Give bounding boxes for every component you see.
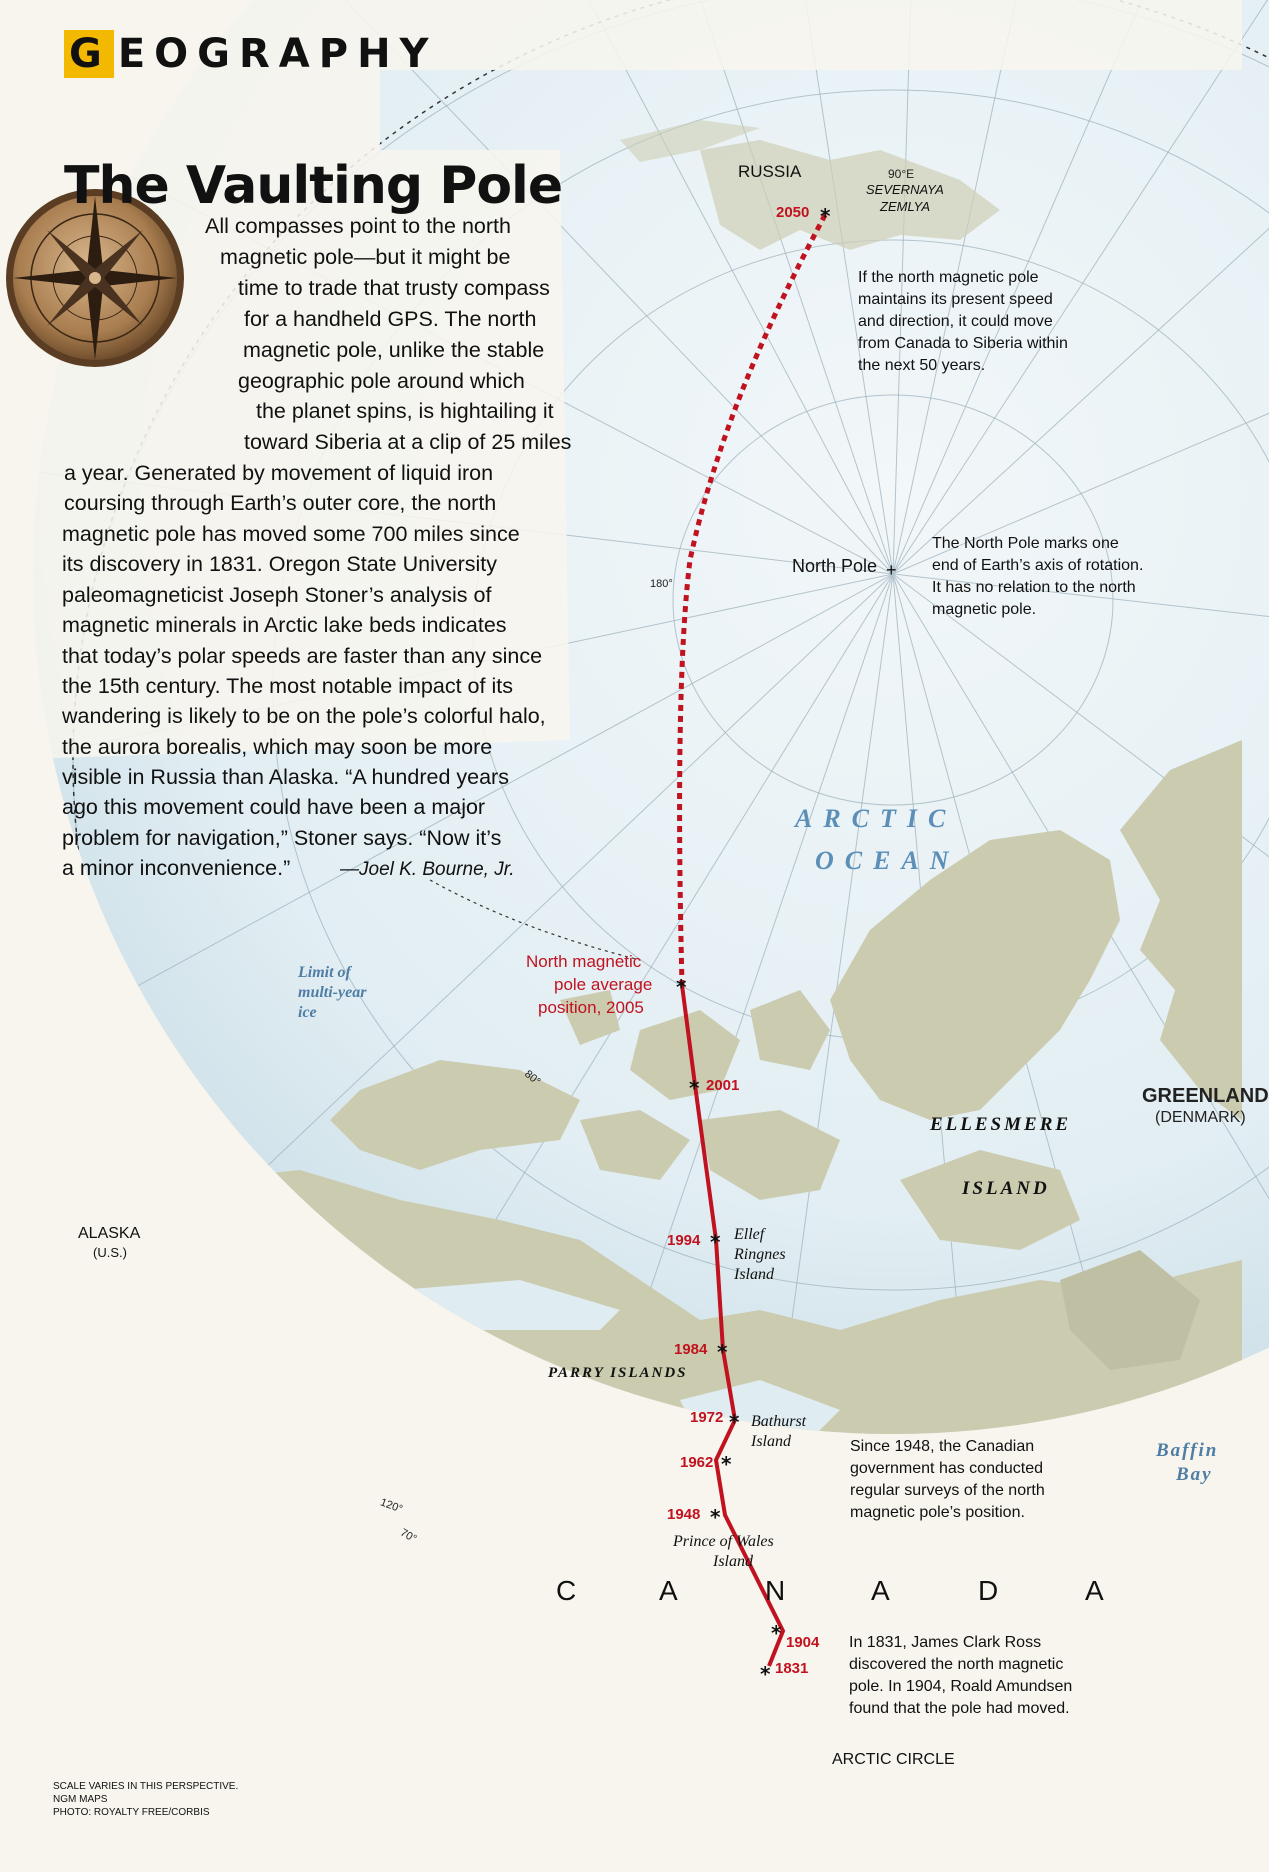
label-canada-a2: A [871,1575,890,1606]
label-north-pole: North Pole [792,556,878,576]
label-russia: RUSSIA [738,162,802,181]
pole-marker-1994: * [710,1230,721,1254]
article-line: for a handheld GPS. The north [244,307,537,331]
alaska-border-line [114,1080,125,1160]
alaska-land [0,940,120,1240]
note-siberia-2: maintains its present speed [858,291,1053,308]
article-line: magnetic pole has moved some 700 miles since [62,522,520,546]
article-line: a year. Generated by movement of liquid iron [64,461,494,485]
article-line: magnetic minerals in Arctic lake beds indicates [62,613,507,637]
avg-label-2: pole average [554,975,653,994]
label-parry-islands: PARRY ISLANDS [548,1365,688,1381]
pole-marker-1904: * [771,1621,782,1645]
label-canada-n: N [765,1575,786,1606]
note-siberia-1: If the north magnetic pole [858,269,1039,286]
pole-marker-1948: * [710,1505,721,1529]
section-initial: G [64,30,114,78]
note-north-pole-4: magnetic pole. [932,601,1037,618]
note-history-2: discovered the north magnetic [849,1656,1064,1673]
label-70-deg: 70° [398,1526,419,1546]
note-history-3: pole. In 1904, Roald Amundsen [849,1678,1073,1695]
pole-marker-2005: * [676,975,687,999]
credit-photo: PHOTO: ROYALTY FREE/CORBIS [53,1807,210,1818]
label-ice-3: ice [298,1004,317,1021]
article-line: magnetic pole—but it might be [220,245,511,269]
label-ice-1: Limit of [298,964,351,981]
article-line: problem for navigation,” Stoner says. “Now it’s [62,826,502,850]
pole-marker-1972: * [729,1410,740,1434]
label-ellef-3: Island [734,1266,774,1283]
label-bay: Bay [1176,1464,1213,1485]
article-line: a minor inconvenience.” [62,856,291,880]
article-line: visible in Russia than Alaska. “A hundred years [62,765,509,789]
note-siberia-4: from Canada to Siberia within [858,335,1068,352]
article-line: coursing through Earth’s outer core, the north [64,491,497,515]
label-arctic-circle: ARCTIC CIRCLE [832,1751,955,1768]
year-label-1972: 1972 [690,1409,724,1426]
year-label-2050: 2050 [776,204,810,221]
pole-marker-1962: * [721,1452,732,1476]
label-alaska-us: (U.S.) [93,1245,127,1260]
page-title: The Vaulting Pole [64,156,563,216]
label-canada-a1: A [659,1575,678,1606]
article-line: paleomagneticist Joseph Stoner’s analysis of [62,583,492,607]
section-rest: EOGRAPHY [117,31,438,77]
pole-marker-2050: * [820,204,831,228]
north-pole-marker: + [886,560,897,580]
label-ellesmere: ELLESMERE [930,1114,1072,1135]
note-north-pole-3: It has no relation to the north [932,579,1136,596]
label-bathurst-2: Island [751,1433,791,1450]
label-baffin: Baffin [1156,1440,1219,1461]
section-label [64,30,438,78]
year-label-1984: 1984 [674,1341,708,1358]
note-siberia-5: the next 50 years. [858,357,986,374]
note-survey-2: government has conducted [850,1460,1044,1477]
label-arctic: ARCTIC [795,804,957,833]
credit-scale: SCALE VARIES IN THIS PERSPECTIVE. [53,1781,239,1792]
avg-label-1: North magnetic [526,952,642,971]
pole-marker-2001: * [689,1076,700,1100]
note-survey-3: regular surveys of the north [850,1482,1045,1499]
label-prince-of-wales-2: Island [713,1553,753,1570]
avg-label-3: position, 2005 [538,998,644,1017]
note-history-1: In 1831, James Clark Ross [849,1634,1042,1651]
label-canada-c: C [556,1575,577,1606]
article-line: the planet spins, is hightailing it [256,399,554,423]
label-alaska: ALASKA [78,1225,141,1242]
year-label-2001: 2001 [706,1077,740,1094]
label-ellef-1: Ellef [734,1226,765,1243]
note-siberia-3: and direction, it could move [858,313,1053,330]
year-label-1831: 1831 [775,1660,809,1677]
article-line: wandering is likely to be on the pole’s colorful halo, [62,704,546,728]
label-ocean: OCEAN [815,846,960,875]
year-label-1904: 1904 [786,1634,820,1651]
label-greenland: GREENLAND [1142,1085,1269,1107]
article-line: geographic pole around which [238,369,525,393]
label-greenland-denmark: (DENMARK) [1155,1109,1246,1126]
label-ellesmere-island: ISLAND [962,1178,1050,1199]
label-ellef-2: Ringnes [734,1246,786,1263]
pole-marker-1984: * [717,1340,728,1364]
article-line: toward Siberia at a clip of 25 miles [244,430,572,454]
label-180-deg: 180° [650,578,673,590]
article-line: that today’s polar speeds are faster than any since [62,644,543,668]
pole-marker-1831: * [760,1662,771,1686]
year-label-1962: 1962 [680,1454,714,1471]
label-80-deg: 80° [522,1068,543,1088]
label-canada-d: D [978,1575,999,1606]
label-120-deg: 120° [378,1496,405,1516]
label-ice-2: multi-year [298,984,367,1001]
article-line: the aurora borealis, which may soon be more [62,735,493,759]
article-line: its discovery in 1831. Oregon State University [62,552,497,576]
credit-maps: NGM MAPS [53,1794,108,1805]
article-line: the 15th century. The most notable impact of its [62,674,513,698]
note-survey-1: Since 1948, the Canadian [850,1438,1035,1455]
label-90e: 90°E [888,167,915,181]
note-survey-4: magnetic pole’s position. [850,1504,1025,1521]
article-line: magnetic pole, unlike the stable [243,338,545,362]
label-zemlya: ZEMLYA [880,199,931,214]
note-north-pole-2: end of Earth’s axis of rotation. [932,557,1144,574]
label-severnaya: SEVERNAYA [866,182,944,197]
note-history-4: found that the pole had moved. [849,1700,1070,1717]
year-label-1948: 1948 [667,1506,701,1523]
label-prince-of-wales-1: Prince of Wales [673,1533,774,1550]
article-line: time to trade that trusty compass [238,276,550,300]
label-canada-a3: A [1085,1575,1104,1606]
article-byline: —Joel K. Bourne, Jr. [340,859,515,880]
note-north-pole-1: The North Pole marks one [932,535,1119,552]
year-label-1994: 1994 [667,1232,701,1249]
label-bathurst-1: Bathurst [751,1413,807,1430]
article-line: All compasses point to the north [205,214,511,238]
article-line: ago this movement could have been a major [62,795,486,819]
